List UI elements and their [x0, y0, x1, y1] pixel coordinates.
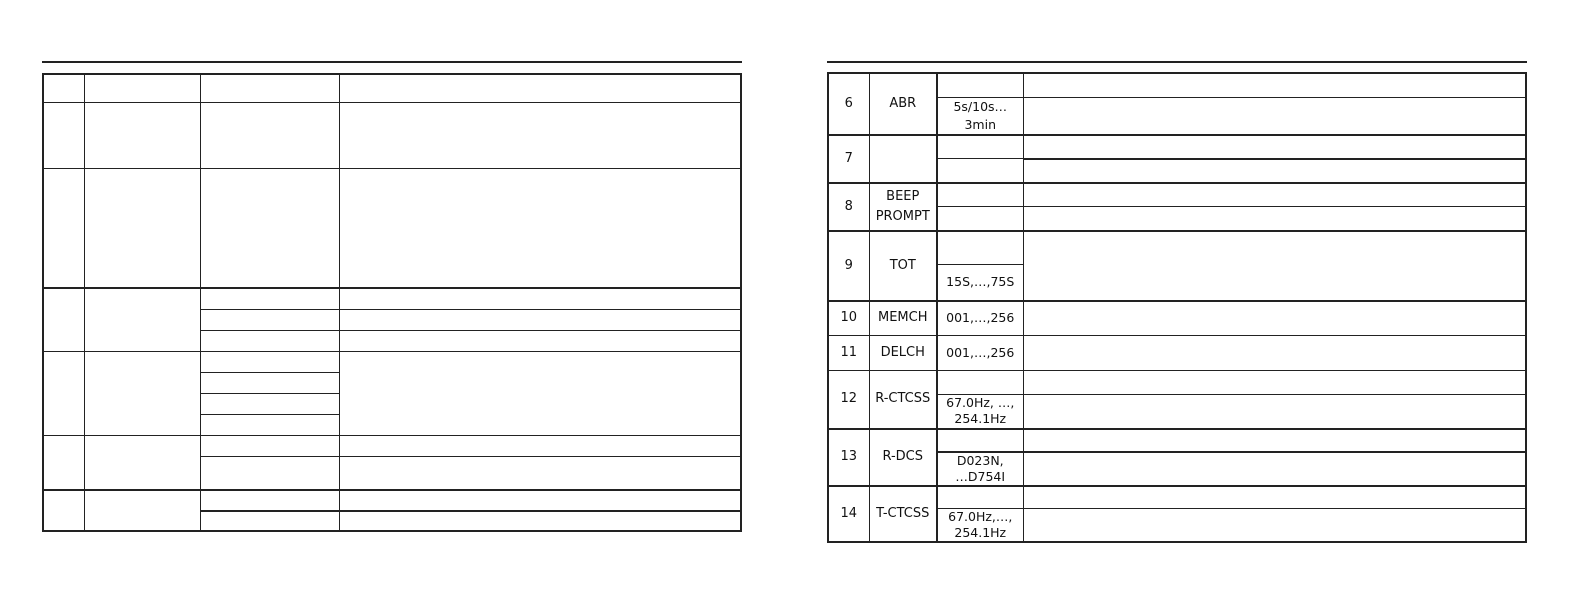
- table-cell: [200, 490, 339, 511]
- table-row: [828, 371, 1526, 395]
- row-number: 10: [828, 301, 869, 336]
- table-cell: [200, 102, 339, 168]
- left-header-rule: [42, 61, 742, 63]
- description-cell: [1023, 452, 1526, 486]
- table-cell: [43, 435, 84, 490]
- option-line: …D754I: [955, 468, 1006, 484]
- description-cell: [1023, 183, 1526, 207]
- table-row: [43, 74, 741, 102]
- table-cell: [43, 102, 84, 168]
- row-number: 13: [828, 429, 869, 486]
- table-cell: [339, 330, 741, 351]
- menu-item-name: R-DCS: [869, 429, 937, 486]
- table-cell: [43, 168, 84, 288]
- option-cell: [937, 509, 1023, 543]
- description-cell: [1023, 231, 1526, 301]
- description-cell: [1023, 159, 1526, 183]
- table-cell: [43, 490, 84, 531]
- table-cell: [339, 168, 741, 288]
- table-cell: [200, 456, 339, 490]
- row-number: 11: [828, 336, 869, 371]
- table-cell: [43, 288, 84, 351]
- table-cell: [84, 288, 200, 351]
- table-cell: [84, 102, 200, 168]
- table-cell: [339, 435, 741, 456]
- option-line: 67.0Hz, …,: [946, 395, 1015, 411]
- table-cell: [43, 74, 84, 102]
- table-row: [828, 486, 1526, 509]
- description-cell: [1023, 429, 1526, 452]
- row-number: 9: [828, 231, 869, 301]
- row-number: 12: [828, 371, 869, 429]
- option-line: 67.0Hz,…,: [948, 509, 1013, 524]
- table-cell: [200, 372, 339, 393]
- option-cell: [937, 371, 1023, 395]
- table-cell: [84, 74, 200, 102]
- option-cell: [937, 135, 1023, 159]
- option-cell: [937, 452, 1023, 486]
- row-number: 7: [828, 135, 869, 183]
- table-cell: [84, 168, 200, 288]
- row-number: 8: [828, 183, 869, 231]
- menu-item-name-line: PROMPT: [875, 208, 930, 224]
- table-cell: [339, 490, 741, 511]
- option-line: D023N,: [956, 452, 1004, 468]
- menu-item-name: T-CTCSS: [869, 486, 937, 543]
- description-cell: [1023, 301, 1526, 336]
- right-menu-table: [827, 72, 1527, 543]
- table-row: [43, 168, 741, 288]
- row-number: 6: [828, 73, 869, 135]
- table-cell: [200, 288, 339, 309]
- table-row: [43, 288, 741, 309]
- option-cell: [937, 231, 1023, 265]
- table-cell: [339, 102, 741, 168]
- table-cell: [200, 414, 339, 435]
- menu-item-name: [869, 183, 937, 231]
- option-cell: [937, 183, 1023, 207]
- left-menu-table: [42, 73, 742, 532]
- table-row: [828, 301, 1526, 336]
- table-cell: [200, 330, 339, 351]
- table-cell: [200, 351, 339, 372]
- menu-item-name-line: BEEP: [886, 188, 920, 204]
- table-row: [828, 231, 1526, 265]
- table-cell: [84, 351, 200, 435]
- option-line: 254.1Hz: [954, 525, 1007, 540]
- description-cell: [1023, 97, 1526, 135]
- table-cell: [43, 351, 84, 435]
- option-cell: 001,…,256: [937, 301, 1023, 336]
- table-cell: [200, 309, 339, 330]
- table-cell: [200, 511, 339, 531]
- option-line: 254.1Hz: [954, 411, 1007, 427]
- option-cell: [937, 395, 1023, 429]
- option-cell: [937, 486, 1023, 509]
- table-row: [828, 73, 1526, 97]
- option-cell: [937, 207, 1023, 231]
- right-header-rule: [827, 61, 1527, 63]
- table-cell: [339, 309, 741, 330]
- table-row: [43, 102, 741, 168]
- table-cell: [84, 435, 200, 490]
- table-row: [828, 429, 1526, 452]
- table-cell: [339, 351, 741, 435]
- menu-item-name: ABR: [869, 73, 937, 135]
- description-cell: [1023, 509, 1526, 543]
- table-cell: [200, 435, 339, 456]
- description-cell: [1023, 371, 1526, 395]
- table-cell: [339, 456, 741, 490]
- description-cell: [1023, 395, 1526, 429]
- table-row: [828, 135, 1526, 159]
- description-cell: [1023, 73, 1526, 97]
- description-cell: [1023, 486, 1526, 509]
- option-cell: 5s/10s…3min: [937, 97, 1023, 135]
- option-cell: 001,…,256: [937, 336, 1023, 371]
- option-cell: [937, 429, 1023, 452]
- menu-item-name: TOT: [869, 231, 937, 301]
- table-row: [828, 183, 1526, 207]
- table-cell: [200, 393, 339, 414]
- table-cell: [84, 490, 200, 531]
- description-cell: [1023, 207, 1526, 231]
- table-row: [43, 435, 741, 456]
- table-cell: [200, 168, 339, 288]
- table-row: [43, 490, 741, 511]
- table-row: [828, 336, 1526, 371]
- option-cell: [937, 73, 1023, 97]
- description-cell: [1023, 135, 1526, 159]
- menu-item-name: DELCH: [869, 336, 937, 371]
- menu-item-name: MEMCH: [869, 301, 937, 336]
- row-number: 14: [828, 486, 869, 543]
- table-cell: [339, 74, 741, 102]
- menu-item-name: R-CTCSS: [869, 371, 937, 429]
- option-cell: [937, 159, 1023, 183]
- option-cell: 15S,…,75S: [937, 265, 1023, 301]
- table-cell: [339, 511, 741, 531]
- table-cell: [339, 288, 741, 309]
- table-cell: [200, 74, 339, 102]
- table-row: [43, 351, 741, 372]
- description-cell: [1023, 336, 1526, 371]
- menu-item-name: [869, 135, 937, 183]
